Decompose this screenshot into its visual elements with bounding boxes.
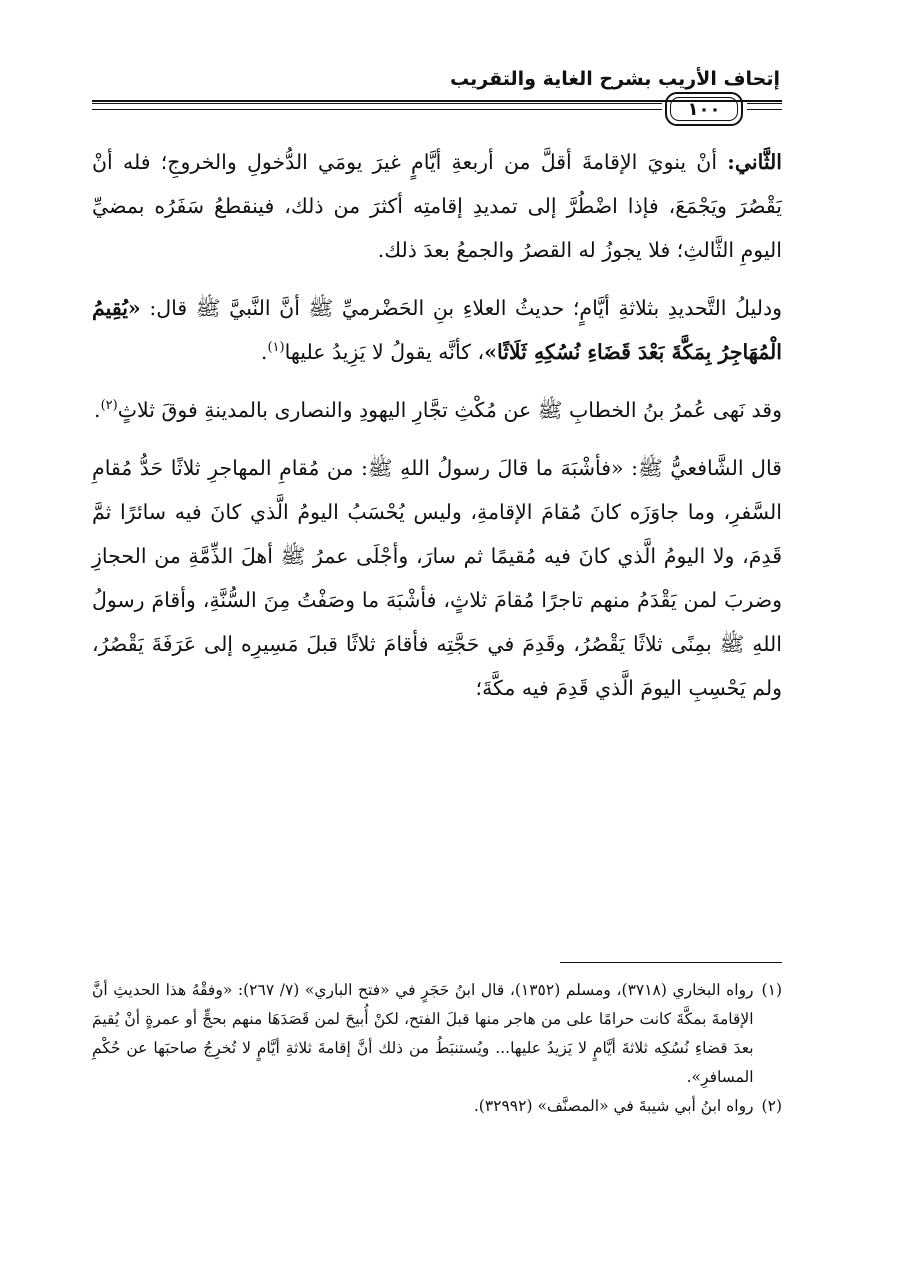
footnote-number: (١) [761,981,782,999]
footnotes [92,976,782,1121]
footnote-separator [560,962,782,963]
paragraph-1 [92,140,782,272]
hadith-quote: «يُقِيمُ الْمُهَاجِرُ بِمَكَّةَ بَعْدَ قَضَاءِ نُسُكِهِ ثَلَاثًا» [92,296,782,364]
running-title: إتحاف الأريب بشرح الغاية والتقريب [450,68,780,90]
paragraph-4-text: قال الشَّافعيُّ ﷺ: «فأشْبَهَ ما قالَ رسولُ اللهِ ﷺ: من مُقامِ المهاجرِ ثلاثًا حَدُّ مُقامِ السَّفرِ، وما جاوَزَه كانَ مُقامَ الإقامةِ، وليس يُحْسَبُ اليومُ الَّذي كانَ فيه سائرًا ثمَّ قَدِمَ، ولا اليومُ الَّذي كانَ فيه مُقيمًا ثم سارَ، وأجْلَى عمرُ ﷺ أهلَ الذِّمَّةِ من الحجازِ وضربَ لمن يَقْدَمُ منهم تاجرًا مُقامَ ثلاثٍ، فأشْبَهَ ما وصَفْتُ مِنَ السُّنَّةِ، وأقامَ رسولُ اللهِ ﷺ بمِنًى ثلاثًا يَقْصُرُ، وقَدِمَ في حَجَّتِه فأقامَ ثلاثًا قبلَ مَسِيرِه إلى عَرَفَةَ يَقْصُرُ، ولم يَحْسِبِ اليومَ الَّذي قَدِمَ فيه مكَّةَ؛ [92,456,782,700]
section-term: الثَّاني: [727,150,782,174]
paragraph-4 [92,446,782,710]
page-number-rule-left [92,103,662,104]
footnote-text: رواه ابنُ أبي شيبةَ في «المصنَّف» (٣٢٩٩٢). [473,1097,754,1115]
main-text [92,140,782,724]
page-number [665,92,743,126]
paragraph-2 [92,286,782,374]
footnote-text: رواه البخاري (٣٧١٨)، ومسلم (١٣٥٢)، قال ابنُ حَجَرٍ في «فتح الباري» (٧/ ٢٦٧): «وفقْهُ هذا الحديثِ أنَّ الإقامةَ بمكَّةَ كانت حرامًا على من هاجر منها قبلَ الفتح، لكنْ أُبيحَ لمن قَصَدَهَا منهم بحجٍّ أو عمرةٍ أنْ يُقيمَ بعدَ قضاءِ نُسُكِه ثلاثةَ أيَّامٍ لا يَزيدُ عليها... ويُستنبَطُ من ذلك أنَّ إقامةَ ثلاثةِ أيَّامٍ لا تُخرِجُ صاحبَها عن حُكْمِ المسافرِ». [92,981,754,1086]
paragraph-3 [92,388,782,432]
paragraph-3-end: . [94,398,101,422]
footnote-ref-2[interactable]: (٢) [100,398,118,414]
footnote-2 [92,1092,782,1121]
page-number-rule-right [747,103,782,104]
footnote-number: (٢) [761,1097,782,1115]
paragraph-1-text: أنْ ينويَ الإقامةَ أقلَّ من أربعةِ أيَّامٍ غيرَ يومَي الدُّخولِ والخروجِ؛ فله أنْ يَقْصُرَ ويَجْمَعَ، فإذا اضْطُرَّ إلى تمديدِ إقامتِه أكثرَ من ذلك، فينقطعُ سَفَرُه بمضيِّ اليومِ الثَّالثِ؛ فلا يجوزُ له القصرُ والجمعُ بعدَ ذلك. [92,150,782,262]
paragraph-2-text-after: ، كأنَّه يقولُ لا يَزِيدُ عليها [284,340,485,364]
page-number-label: ١٠٠ [687,98,721,120]
paragraph-3-text: وقد نَهى عُمرُ بنُ الخطابِ ﷺ عن مُكْثِ تجَّارِ اليهودِ والنصارى بالمدينةِ فوقَ ثلاثٍ [117,398,782,422]
paragraph-2-text-before: ودليلُ التَّحديدِ بثلاثةِ أيَّامٍ؛ حديثُ العلاءِ بنِ الحَضْرميِّ ﷺ أنَّ النَّبيَّ ﷺ قال: [149,296,782,320]
footnote-ref-1[interactable]: (١) [267,340,285,356]
footnote-1 [92,976,782,1092]
paragraph-2-end: . [260,340,268,364]
